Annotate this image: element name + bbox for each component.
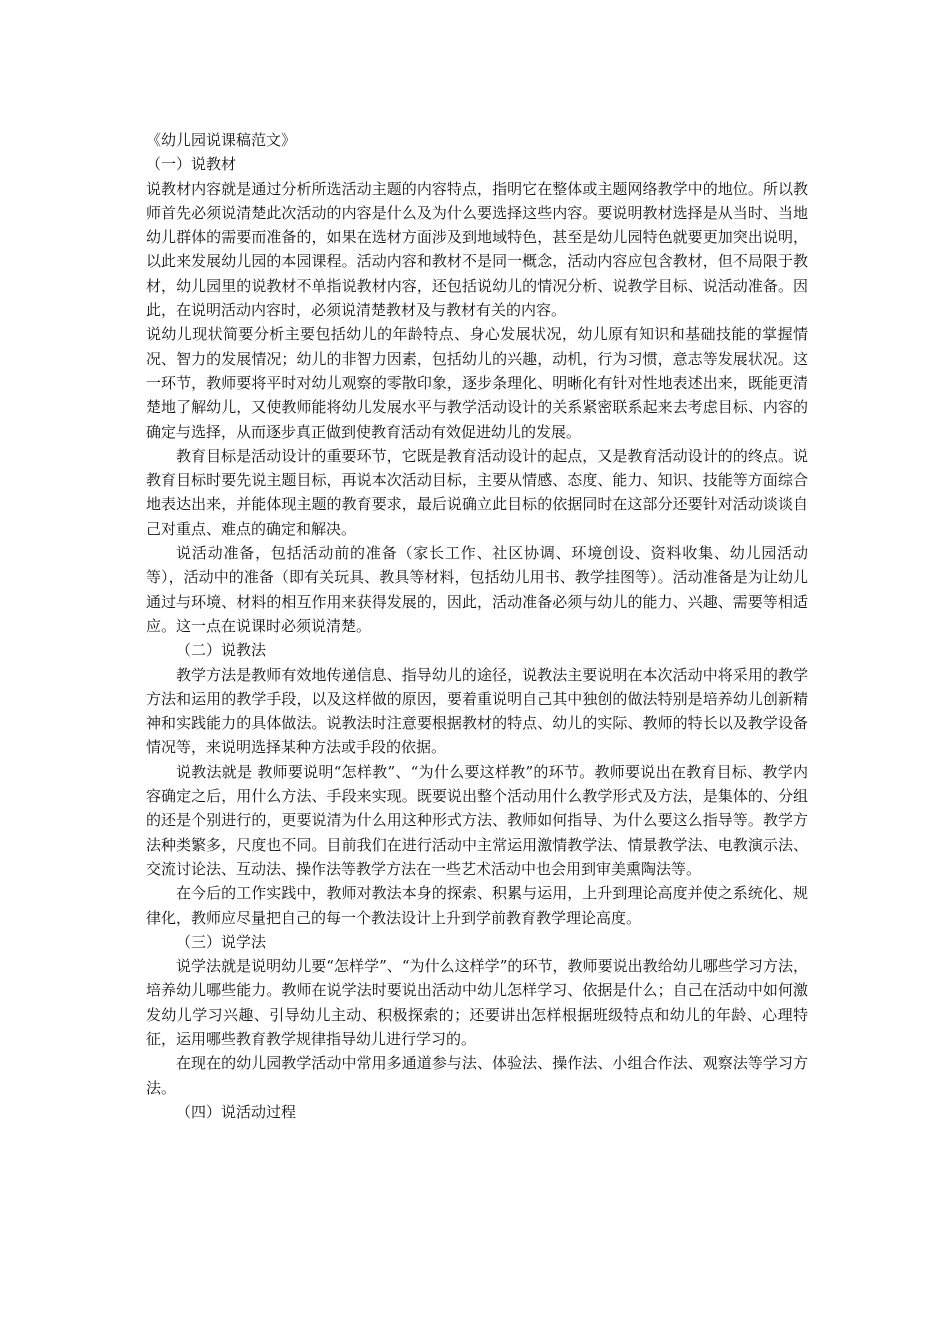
document-page bbox=[146, 128, 808, 1124]
paragraph: 说教材内容就是通过分析所选活动主题的内容特点，指明它在整体或主题网络教学中的地位。所以教师首先必须说清楚此次活动的内容是什么及为什么要选择这些内容。要说明教材选择是从当时、当地幼儿群体的需要而准备的，如果在选材方面涉及到地域特色，甚至是幼儿园特色就要更加突出说明，以此来发展幼儿园的本园课程。活动内容和教材不是同一概念，活动内容应包含教材，但不局限于教材，幼儿园里的说教材不单指说教材内容，还包括说幼儿的情况分析、说教学目标、说活动准备。因此，在说明活动内容时，必须说清楚教材及与教材有关的内容。 bbox=[146, 179, 808, 320]
section-heading-activity-process: （四）说活动过程 bbox=[176, 1102, 297, 1121]
paragraph: 说教法就是 教师要说明“怎样教”、“为什么要这样教”的环节。教师要说出在教育目标、教学内容确定之后，用什么方法、手段来实现。既要说出整个活动用什么教学形式及方法，是集体的、分组的还是个别进行的，更要说清为什么用这种形式方法、教师如何指导、为什么要这么指导等。教学方法种类繁多，尺度也不同。目前我们在进行活动中主常运用激情教学法、情景教学法、电教演示法、交流讨论法、互动法、操作法等教学方法在一些艺术活动中也会用到审美熏陶法等。 bbox=[146, 762, 808, 878]
paragraph: 说活动准备，包括活动前的准备（家长工作、社区协调、环境创设、资料收集、幼儿园活动等），活动中的准备（即有关玩具、教具等材料，包括幼儿用书、教学挂图等）。活动准备是为让幼儿通过与环境、材料的相互作用来获得发展的，因此，活动准备必须与幼儿的能力、兴趣、需要等相适应。这一点在说课时必须说清楚。 bbox=[146, 544, 808, 635]
paragraph: 教学方法是教师有效地传递信息、指导幼儿的途径，说教法主要说明在本次活动中将采用的教学方法和运用的教学手段，以及这样做的原因，要着重说明自己其中独创的做法特别是培养幼儿创新精神和实践能力的具体做法。说教法时注意要根据教材的特点、幼儿的实际、教师的特长以及教学设备情况等，来说明选择某种方法或手段的依据。 bbox=[146, 665, 808, 757]
paragraph: 说幼儿现状简要分析主要包括幼儿的年龄特点、身心发展状况，幼儿原有知识和基础技能的掌握情况、智力的发展情况；幼儿的非智力因素，包括幼儿的兴趣，动机，行为习惯，意志等发展状况。这一环节，教师要将平时对幼儿观察的零散印象，逐步条理化、明晰化有针对性地表述出来，既能更清楚地了解幼儿，又使教师能将幼儿发展水平与教学活动设计的关系紧密联系起来去考虑目标、内容的确定与选择，从而逐步真正做到使教育活动有效促进幼儿的发展。 bbox=[146, 325, 808, 441]
paragraph: 教育目标是活动设计的重要环节，它既是教育活动设计的起点，又是教育活动设计的的终点。说教育目标时要先说主题目标，再说本次活动目标，主要从情感、态度、能力、知识、技能等方面综合地表达出来，并能体现主题的教育要求，最后说确立此目标的依据同时在这部分还要针对活动谈谈自己对重点、难点的确定和解决。 bbox=[146, 446, 808, 538]
section-heading-teaching-method: （二）说教法 bbox=[176, 641, 267, 660]
paragraph: 说学法就是说明幼儿要“怎样学”、“为什么这样学”的环节，教师要说出教给幼儿哪些学习方法，培养幼儿哪些能力。教师在说学法时要说出活动中幼儿怎样学习、依据是什么；自己在活动中如何激发幼儿学习兴趣、引导幼儿主动、积极探索的；还要讲出怎样根据班级特点和幼儿的年龄、心理特征，运用哪些教育教学规律指导幼儿进行学习的。 bbox=[146, 957, 808, 1048]
section-heading-teaching-material: （一）说教材 bbox=[146, 155, 237, 174]
paragraph: 在现在的幼儿园教学活动中常用多通道参与法、体验法、操作法、小组合作法、观察法等学习方法。 bbox=[146, 1054, 808, 1097]
document-title: 《幼儿园说课稿范文》 bbox=[146, 131, 297, 149]
section-heading-learning-method: （三）说学法 bbox=[176, 932, 267, 951]
paragraph: 在今后的工作实践中，教师对教法本身的探索、积累与运用，上升到理论高度并使之系统化、规律化，教师应尽量把自己的每一个教法设计上升到学前教育教学理论高度。 bbox=[146, 884, 808, 927]
